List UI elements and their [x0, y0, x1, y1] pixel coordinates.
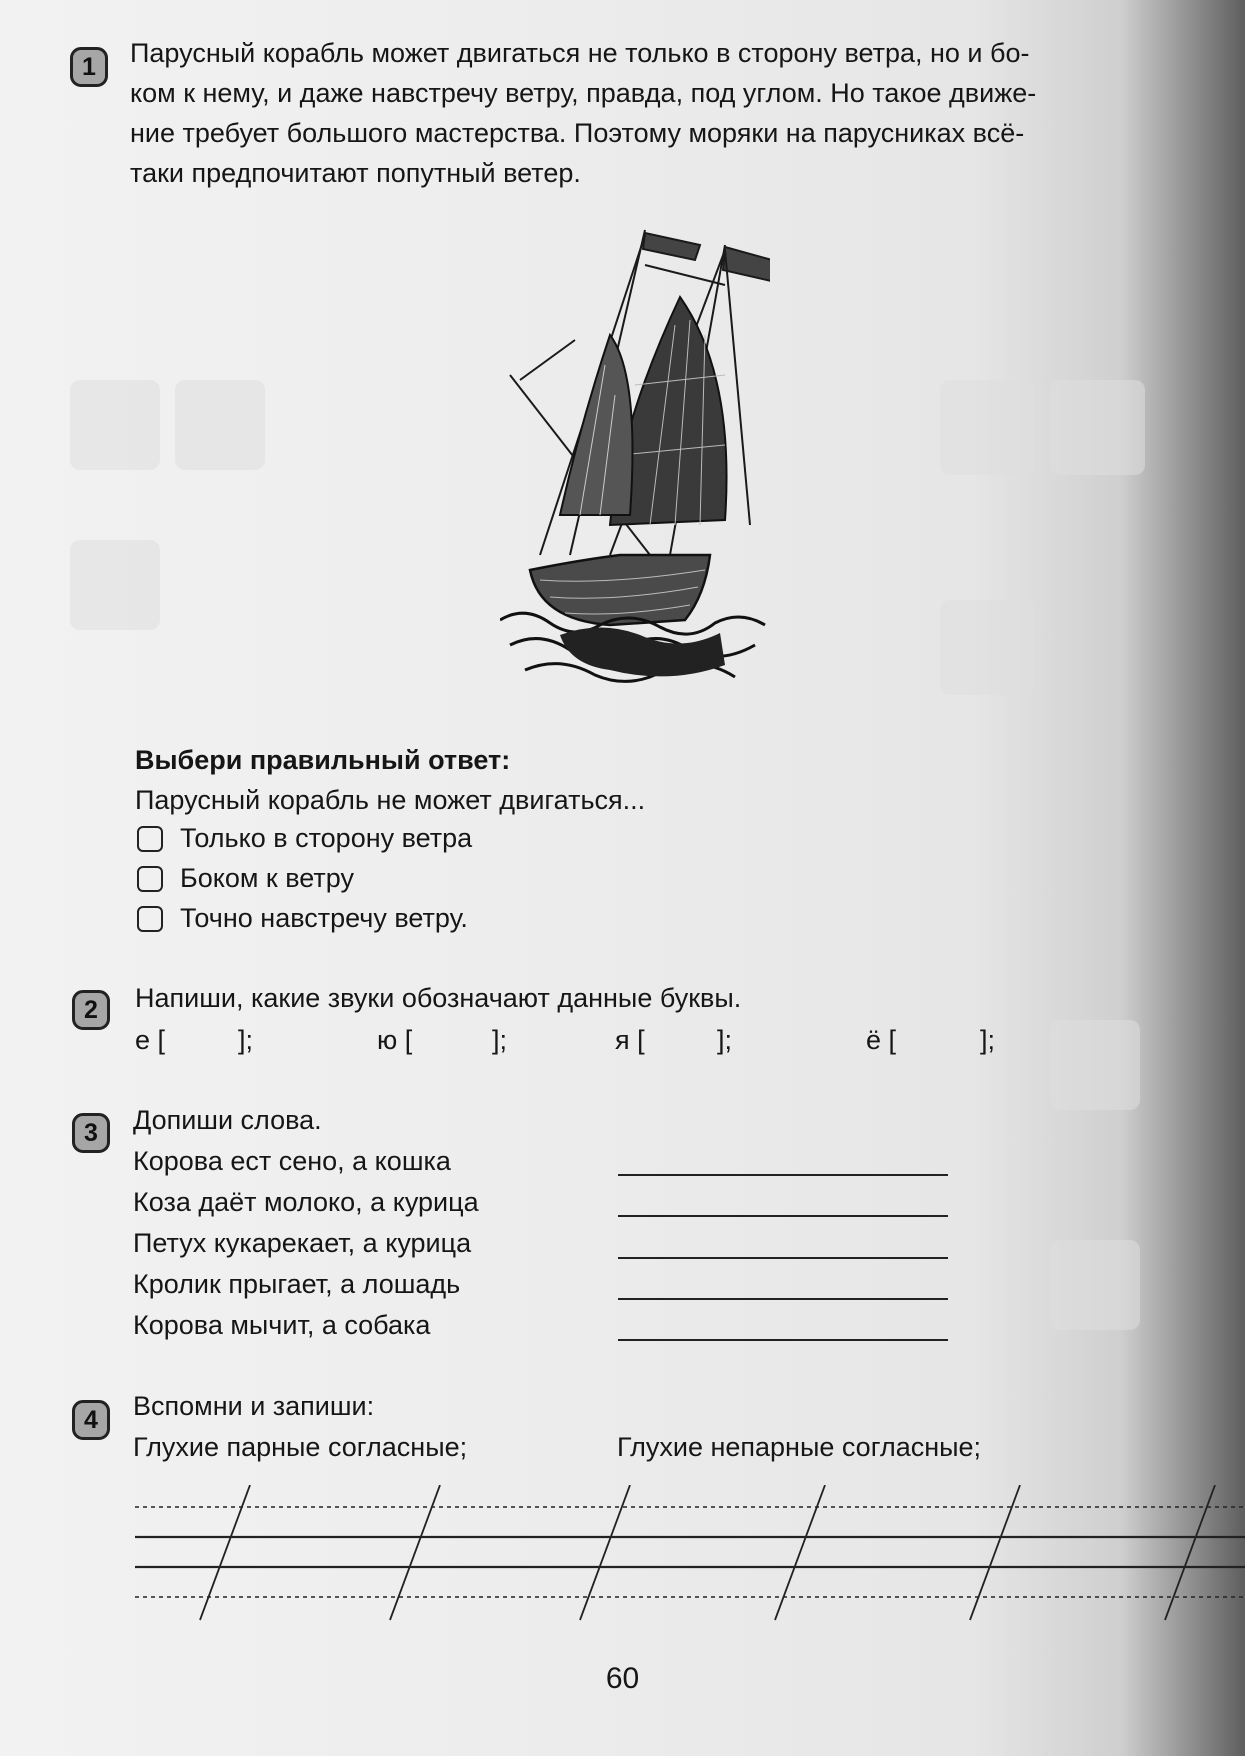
- answer-line[interactable]: [618, 1339, 948, 1341]
- option-label: Точно навстречу ветру.: [180, 903, 468, 933]
- task4-column-label: Глухие парные согласные;: [133, 1432, 468, 1462]
- background-tile: [940, 380, 1035, 475]
- task4-instruction: Вспомни и запиши:: [133, 1391, 375, 1421]
- letter-bracket-close: ];: [238, 1025, 254, 1055]
- letter-bracket-open: я [: [615, 1025, 645, 1055]
- letter-bracket-close: ];: [492, 1025, 508, 1055]
- task3-line: Корова мычит, а собака: [133, 1310, 431, 1340]
- answer-line[interactable]: [618, 1174, 948, 1176]
- task1-question: Парусный корабль не может двигаться...: [135, 785, 646, 815]
- answer-line[interactable]: [618, 1215, 948, 1217]
- letter-bracket-open: ё [: [866, 1025, 897, 1055]
- option-checkbox[interactable]: [137, 866, 163, 892]
- background-tile: [175, 380, 265, 470]
- task-number-badge: 1: [70, 47, 108, 87]
- task3-line: Кролик прыгает, а лошадь: [133, 1269, 461, 1299]
- page-number: 60: [605, 1662, 640, 1695]
- letter-bracket-close: ];: [717, 1025, 733, 1055]
- answer-line[interactable]: [618, 1298, 948, 1300]
- handwriting-lines[interactable]: [120, 1485, 1245, 1625]
- task1-instruction: Выбери правильный ответ:: [135, 745, 511, 775]
- letter-bracket-open: ю [: [377, 1025, 413, 1055]
- option-checkbox[interactable]: [137, 826, 163, 852]
- background-tile: [1050, 1240, 1140, 1330]
- task1-paragraph-line: ние требует большого мастерства. Поэтому моряки на парусниках всё-: [130, 118, 1025, 148]
- task4-column-label: Глухие непарные согласные;: [617, 1432, 982, 1462]
- option-label: Боком к ветру: [180, 863, 354, 893]
- task-number-badge: 2: [72, 990, 110, 1030]
- task2-instruction: Напиши, какие звуки обозначают данные буквы.: [135, 983, 742, 1013]
- task-number-badge: 3: [72, 1113, 110, 1153]
- task1-paragraph-line: ком к нему, и даже навстречу ветру, правда, под углом. Но такое движе-: [130, 78, 1037, 108]
- letter-bracket-close: ];: [980, 1025, 996, 1055]
- answer-line[interactable]: [618, 1257, 948, 1259]
- background-tile: [70, 380, 160, 470]
- task3-line: Коза даёт молоко, а курица: [133, 1187, 479, 1217]
- background-tile: [940, 600, 1035, 695]
- letter-bracket-open: е [: [135, 1025, 166, 1055]
- task3-line: Петух кукарекает, а курица: [133, 1228, 472, 1258]
- option-checkbox[interactable]: [137, 906, 163, 932]
- background-tile: [70, 540, 160, 630]
- task3-line: Корова ест сено, а кошка: [133, 1146, 451, 1176]
- task1-paragraph-line: Парусный корабль может двигаться не только в сторону ветра, но и бо-: [130, 38, 1030, 68]
- task3-instruction: Допиши слова.: [133, 1105, 322, 1135]
- background-tile: [1050, 380, 1145, 475]
- sailing-ship-illustration: [500, 225, 770, 700]
- task-number-badge: 4: [72, 1400, 110, 1440]
- task1-paragraph-line: таки предпочитают попутный ветер.: [130, 158, 581, 188]
- background-tile: [1050, 1020, 1140, 1110]
- option-label: Только в сторону ветра: [180, 823, 473, 853]
